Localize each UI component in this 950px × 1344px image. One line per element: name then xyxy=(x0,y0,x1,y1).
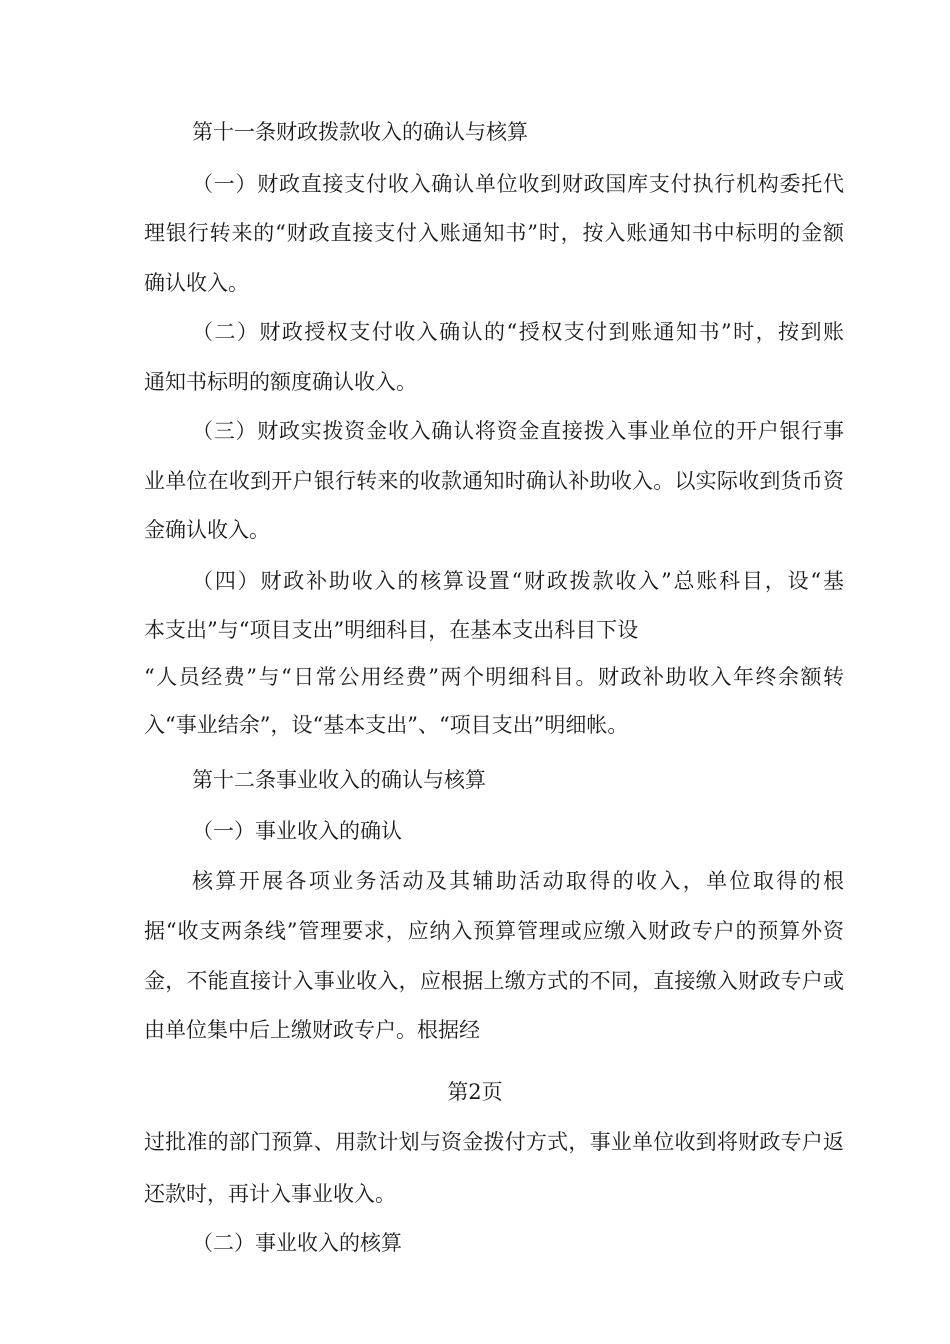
article-11-heading: 第十一条财政拨款收入的确认与核算 xyxy=(192,120,528,144)
paragraph-line: 业单位在收到开户银行转来的收款通知时确认补助收入。以实际收到货币资 xyxy=(144,469,844,493)
paragraph-line: 过批准的部门预算、用款计划与资金拨付方式，事业单位收到将财政专户返 xyxy=(144,1130,844,1154)
paragraph-line: 还款时，再计入事业收入。 xyxy=(144,1182,396,1206)
paragraph-line: （一）财政直接支付收入确认单位收到财政国库支付执行机构委托代 xyxy=(192,172,844,196)
paragraph-line: （二）财政授权支付收入确认的“授权支付到账通知书”时，按到账 xyxy=(192,320,844,344)
paragraph-line: 入“事业结余”，设“基本支出”、“项目支出”明细帐。 xyxy=(144,713,629,737)
paragraph-line: 由单位集中后上缴财政专户。根据经 xyxy=(144,1018,480,1042)
paragraph-line: 核算开展各项业务活动及其辅助活动取得的收入，单位取得的根 xyxy=(192,869,844,893)
paragraph-line: 确认收入。 xyxy=(144,271,249,295)
paragraph-line: （四）财政补助收入的核算设置“财政拨款收入”总账科目，设“基 xyxy=(192,569,844,593)
paragraph-line: 理银行转来的“财政直接支付入账通知书”时，按入账通知书中标明的金额 xyxy=(144,221,844,245)
article-12-heading: 第十二条事业收入的确认与核算 xyxy=(192,768,486,792)
paragraph-line: 金，不能直接计入事业收入，应根据上缴方式的不同，直接缴入财政专户或 xyxy=(144,969,844,993)
paragraph-line: 通知书标明的额度确认收入。 xyxy=(144,370,417,394)
paragraph-line: 本支出”与“项目支出”明细科目，在基本支出科目下设 xyxy=(144,618,639,642)
paragraph-line: 金确认收入。 xyxy=(144,518,270,542)
paragraph-line: 据“收支两条线”管理要求，应纳入预算管理或应缴入财政专户的预算外资 xyxy=(144,919,844,943)
subsection-heading: （一）事业收入的确认 xyxy=(192,819,402,843)
paragraph-line: （三）财政实拨资金收入确认将资金直接拨入事业单位的开户银行事 xyxy=(192,419,844,443)
subsection-heading: （二）事业收入的核算 xyxy=(192,1231,402,1255)
page-number: 第2页 xyxy=(447,1080,503,1104)
paragraph-line: “人员经费”与“日常公用经费”两个明细科目。财政补助收入年终余额转 xyxy=(144,665,844,689)
